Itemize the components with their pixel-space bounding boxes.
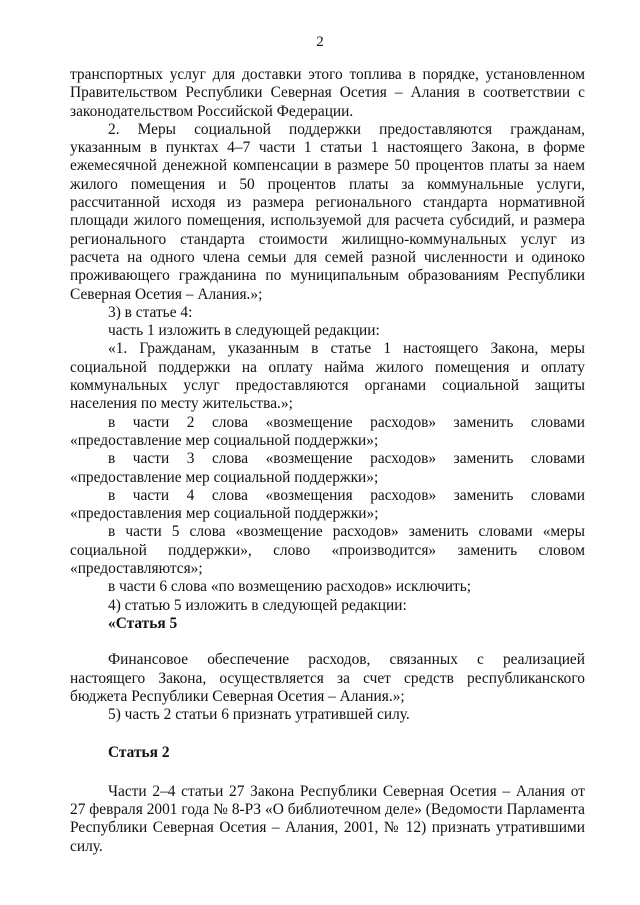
paragraph-part-3: в части 3 слова «возмещение расходов» заменить словами «предоставление мер социальной поддержки»; bbox=[70, 450, 585, 486]
paragraph-part-6: в части 6 слова «по возмещению расходов» исключить; bbox=[108, 578, 472, 596]
paragraph-continuation: транспортных услуг для доставки этого топлива в порядке, установленном Правительством Республики Северная Осетия – Алания в соответствии с законодательством Российской Федерации. bbox=[70, 66, 585, 120]
spacer bbox=[70, 633, 585, 651]
paragraph-item-5: 5) часть 2 статьи 6 признать утратившей силу. bbox=[108, 706, 410, 724]
paragraph-quote-1: «1. Гражданам, указанным в статье 1 настоящего Закона, меры социальной поддержки на оплату найма жилого помещения и оплату коммунальных услуг предоставляются органами социальной защиты населения по месту жительства.»; bbox=[70, 340, 585, 413]
paragraph-item-3: 3) в статье 4: bbox=[108, 303, 193, 321]
article-2-text: Части 2–4 статьи 27 Закона Республики Северная Осетия – Алания от 27 февраля 2001 года № 8-РЗ «О библиотечном деле» (Ведомости Парламента Республики Северная Осетия – Алания, 2001, № 12) признать утратившими силу. bbox=[70, 782, 585, 855]
paragraph-article-5-text: Финансовое обеспечение расходов, связанных с реализацией настоящего Закона, осуществляется за счет средств республиканского бюджета Республики Северная Осетия – Алания.»; bbox=[70, 651, 585, 705]
paragraph-item-4: 4) статью 5 изложить в следующей редакции: bbox=[108, 596, 407, 614]
paragraph-part-1: часть 1 изложить в следующей редакции: bbox=[108, 322, 380, 340]
document-body bbox=[70, 66, 585, 856]
article-2-heading: Статья 2 bbox=[108, 744, 170, 762]
spacer bbox=[70, 763, 585, 783]
paragraph-part-4: в части 4 слова «возмещения расходов» заменить словами «предоставления мер социальной поддержки»; bbox=[70, 486, 585, 523]
paragraph-item-2: 2. Меры социальной поддержки предоставляются гражданам, указанным в пунктах 4–7 части 1 статьи 1 настоящего Закона, в форме ежемесячной денежной компенсации в размере 50 процентов платы за наем жилого помещения и 50 процентов платы за коммунальные услуги, рассчитанной исходя из размера регионального стандарта нормативной площади жилого помещения, используемой для расчета субсидий, и размера регионального стандарта стоимости жилищно-коммунальных услуг из расчета на одного члена семьи для семей разной численности и одиноко проживающего гражданина по муниципальным образованиям Республики Северная Осетия – Алания.»; bbox=[70, 120, 585, 303]
paragraph-part-5: в части 5 слова «возмещение расходов» заменить словами «меры социальной поддержки», слово «производится» заменить словом «предоставляются»; bbox=[70, 523, 585, 578]
quoted-article-5-heading: «Статья 5 bbox=[108, 614, 178, 632]
page-number: 2 bbox=[316, 34, 324, 50]
spacer bbox=[70, 724, 585, 744]
paragraph-part-2: в части 2 слова «возмещение расходов» заменить словами «предоставление мер социальной поддержки»; bbox=[70, 413, 585, 449]
